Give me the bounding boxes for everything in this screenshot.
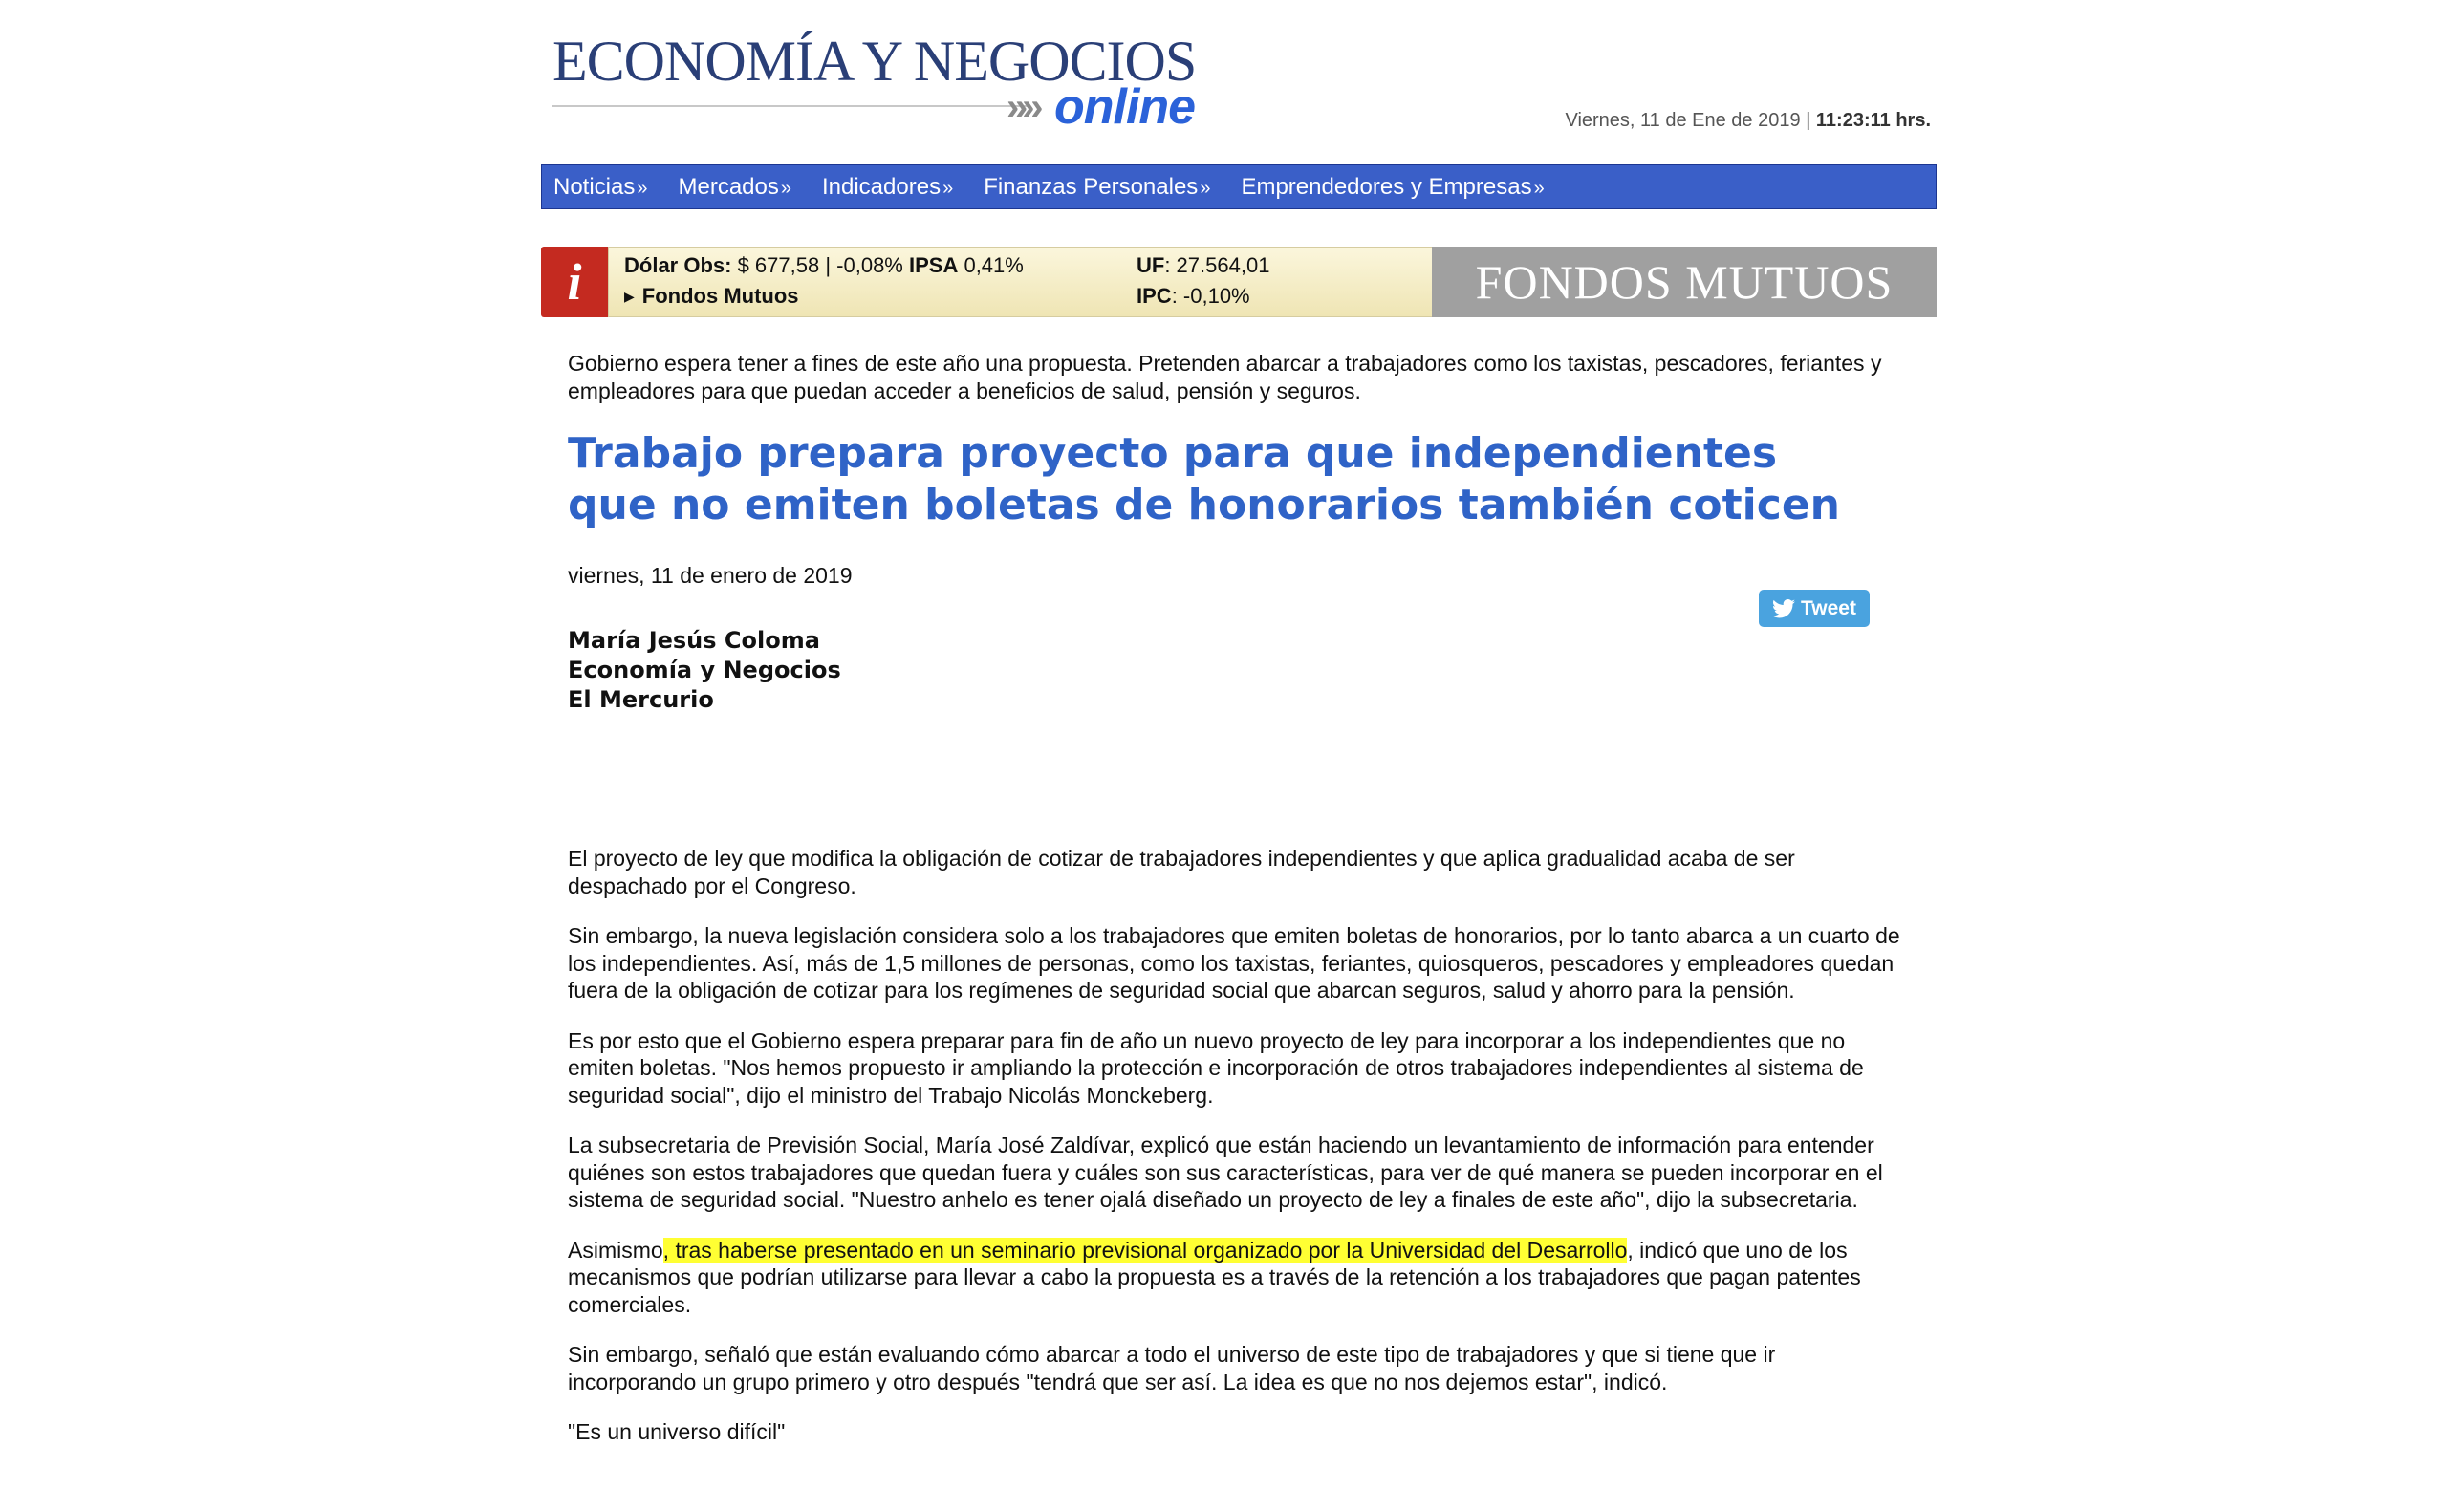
article-date: viernes, 11 de enero de 2019	[568, 563, 853, 588]
chevron-right-icon: »	[1533, 177, 1545, 199]
article-lead: Gobierno espera tener a fines de este año una propuesta. Pretenden abarcar a trabajadores como los taxistas, pescadores, feriantes y empleadores para que puedan acceder a beneficios de salud, pensión y seguros.	[568, 351, 1882, 403]
uf-label: UF	[1137, 253, 1165, 277]
chevron-right-icon: »	[637, 177, 648, 199]
ticker-ipc	[1137, 284, 1250, 309]
dolar-label: Dólar Obs:	[624, 253, 732, 277]
chevron-right-icon: »	[942, 177, 954, 199]
logo-arrows-icon: »»	[1007, 86, 1038, 128]
header-date: Viernes, 11 de Ene de 2019	[1565, 110, 1801, 131]
logo-underline	[552, 105, 1030, 107]
info-glyph: i	[567, 253, 582, 311]
nav-item-noticias[interactable]	[553, 174, 647, 201]
nav-item-label: Emprendedores y Empresas	[1241, 173, 1532, 200]
chevron-right-icon: »	[780, 177, 791, 199]
indicators-ticker	[541, 247, 1937, 317]
chevron-right-icon: »	[1200, 177, 1211, 199]
header-time: 11:23:11 hrs.	[1815, 110, 1931, 131]
nav-item-label: Mercados	[678, 173, 779, 200]
nav-item-label: Finanzas Personales	[984, 173, 1199, 200]
paragraph: La subsecretaria de Previsión Social, María José Zaldívar, explicó que están haciendo un levantamiento de información para entender quiénes son estos trabajadores que quedan fuera y cuáles son sus características, para ver de qué manera se pueden incorporar en el sistema de seguridad social. "Nuestro anhelo es tener ojalá diseñado un proyecto de ley a finales de este año", dijo la subsecretaria.	[568, 1133, 1883, 1212]
paragraph: El proyecto de ley que modifica la obligación de cotizar de trabajadores independientes y que aplica gradualidad acaba de ser despachado por el Congreso.	[568, 846, 1795, 898]
ipc-value: : -0,10%	[1171, 284, 1250, 308]
paragraph	[568, 1237, 1906, 1319]
header-separator: |	[1800, 110, 1816, 131]
ticker-uf	[1137, 253, 1269, 278]
banner-text: FONDOS MUTUOS	[1475, 255, 1894, 309]
nav-item-indicadores[interactable]	[822, 174, 953, 201]
ipsa-value: 0,41%	[958, 253, 1024, 277]
fondos-mutuos-banner[interactable]	[1432, 247, 1937, 317]
author-section: Economía y Negocios	[568, 657, 841, 683]
nav-item-emprendedores[interactable]	[1241, 174, 1544, 201]
tweet-label: Tweet	[1801, 596, 1856, 619]
highlighted-text: , tras haberse presentado en un seminario previsional organizado por la Universidad del Desarrollo	[662, 1237, 1628, 1263]
site-logo[interactable]	[552, 29, 1241, 134]
ipsa-label: IPSA	[908, 253, 959, 277]
fondos-mutuos-label: Fondos Mutuos	[641, 284, 799, 308]
header-datetime	[1565, 110, 1931, 132]
headline-line-2: que no emiten boletas de honorarios también coticen	[568, 481, 1840, 529]
paragraph-text: , indicó que uno de los mecanismos que podrían utilizarse para llevar a cabo la propuesta es a través de la retención a los trabajadores que pagan patentes comerciales.	[568, 1237, 1861, 1317]
article-body	[568, 845, 1906, 1469]
main-nav	[541, 164, 1937, 209]
subheading: "Es un universo difícil"	[568, 1419, 786, 1444]
author-block	[568, 626, 841, 715]
ticker-dolar-ipsa	[624, 253, 1024, 278]
paragraph: Sin embargo, la nueva legislación considera solo a los trabajadores que emiten boletas de honorarios, por lo tanto abarca a un cuarto de los independientes. Así, más de 1,5 millones de personas, como los taxistas, feriantes, quiosqueros, pescadores y empleadores quedan fuera de la obligación de cotizar para los regímenes de seguridad social que abarcan seguros, salud y ahorro para la pensión.	[568, 923, 1900, 1003]
dolar-value: $ 677,58 | -0,08%	[731, 253, 909, 277]
paragraph: Es por esto que el Gobierno espera preparar para fin de año un nuevo proyecto de ley para incorporar a los independientes que no emiten boletas. "Nos hemos propuesto ir ampliando la protección e incorporación de otros trabajadores independientes al sistema de seguridad social", dijo el ministro del Trabajo Nicolás Monckeberg.	[568, 1027, 1864, 1108]
twitter-bird-icon	[1772, 599, 1795, 618]
ticker-body	[608, 247, 1495, 317]
logo-online: online	[1054, 79, 1196, 135]
paragraph: Sin embargo, señaló que están evaluando cómo abarcar a todo el universo de este tipo de trabajadores y que si tiene que ir incorporando un grupo primero y otro después "tendrá que ser así. La idea es que no nos dejemos estar", indicó.	[568, 1342, 1776, 1394]
tweet-button[interactable]	[1759, 590, 1870, 627]
nav-item-label: Indicadores	[821, 173, 942, 200]
logo-title: ECONOMÍA Y NEGOCIOS	[552, 30, 1197, 93]
info-icon	[541, 247, 608, 317]
nav-item-label: Noticias	[553, 173, 636, 200]
paragraph-text: Asimismo	[568, 1237, 663, 1263]
nav-item-mercados[interactable]	[678, 174, 791, 201]
fondos-mutuos-link[interactable]	[624, 284, 799, 309]
triangle-right-icon: ▶	[624, 289, 635, 304]
author-name: María Jesús Coloma	[568, 627, 820, 654]
uf-value: : 27.564,01	[1164, 253, 1270, 277]
ipc-label: IPC	[1137, 284, 1172, 308]
author-outlet: El Mercurio	[568, 686, 714, 713]
nav-item-finanzas-personales[interactable]	[984, 174, 1210, 201]
headline-line-1: Trabajo prepara proyecto para que independientes	[568, 429, 1778, 478]
article-headline	[568, 428, 1906, 531]
